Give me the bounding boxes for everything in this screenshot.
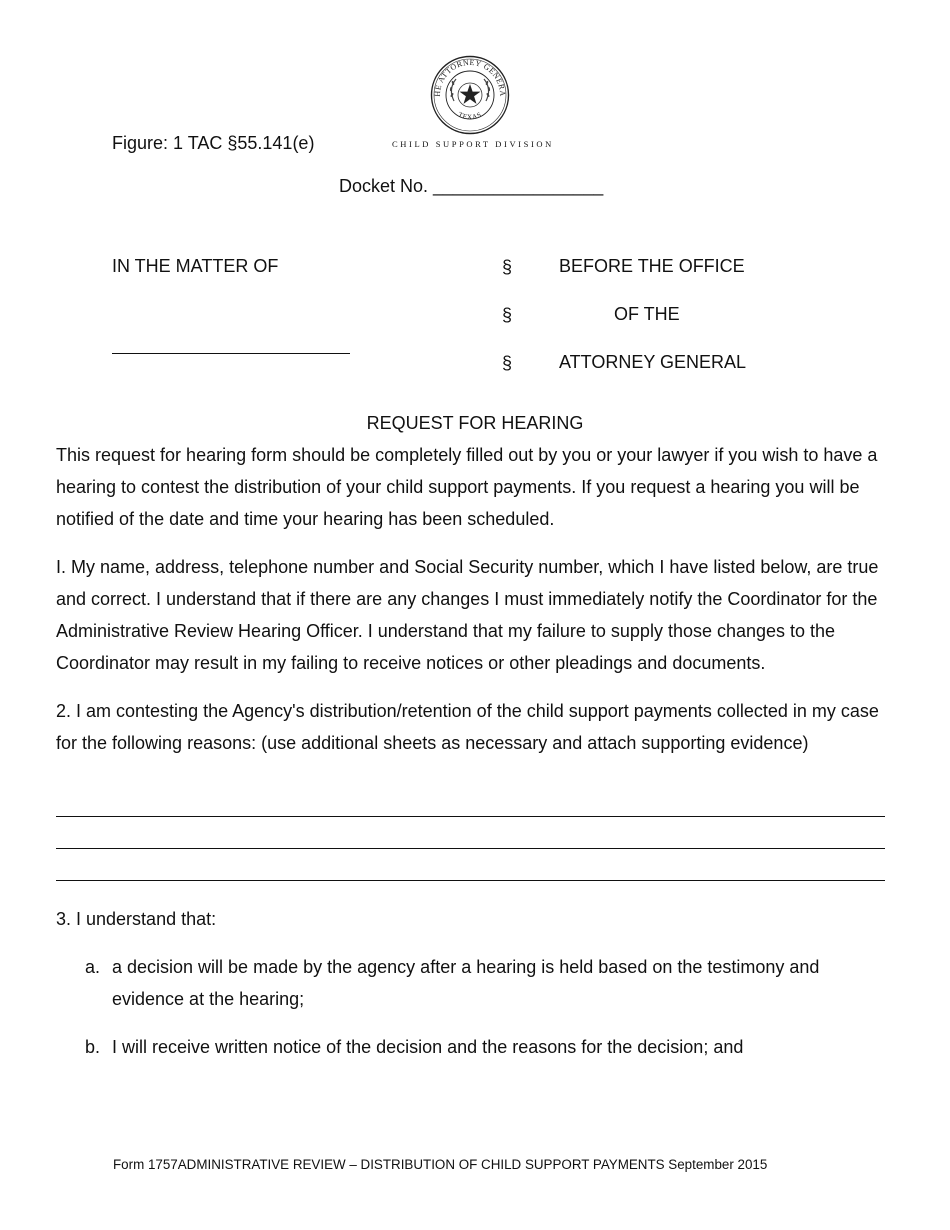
sub-item-a: a decision will be made by the agency after a hearing is held based on the testimony and evidence at the hearing; — [112, 957, 820, 1009]
reason-line-3[interactable] — [56, 880, 885, 881]
section-symbol: § — [502, 353, 513, 373]
svg-text:TEXAS — [457, 111, 483, 122]
form-title: REQUEST FOR HEARING — [366, 413, 584, 433]
docket-number-field[interactable]: Docket No. _________________ — [339, 176, 604, 196]
sub-item-b-marker: b. — [85, 1037, 101, 1057]
attorney-general-seal — [430, 55, 510, 135]
caption-right-line-1: BEFORE THE OFFICE — [559, 256, 745, 276]
statement-item-2: 2. I am contesting the Agency's distribution/retention of the child support payments collected in my case for the following reasons: (use additional sheets as necessary and attach supporting evidence) — [56, 701, 879, 753]
matter-label: IN THE MATTER OF — [112, 256, 279, 276]
sub-item-a-marker: a. — [85, 957, 101, 977]
division-name: CHILD SUPPORT DIVISION — [392, 139, 554, 149]
caption-right-line-3: ATTORNEY GENERAL — [559, 352, 747, 372]
caption-right-line-2: OF THE — [614, 304, 680, 324]
reason-line-1[interactable] — [56, 816, 885, 817]
section-symbol: § — [502, 305, 513, 325]
intro-paragraph: This request for hearing form should be completely filled out by you or your lawyer if you wish to have a hearing to contest the distribution of your child support payments. If you request a hearing you will be notified of the date and time your hearing has been scheduled. — [56, 445, 878, 529]
seal-bottom-text: TEXAS — [456, 110, 484, 122]
sub-item-b: I will receive written notice of the decision and the reasons for the decision; and — [112, 1037, 744, 1057]
section-symbol: § — [502, 257, 513, 277]
party-name-line[interactable] — [112, 353, 350, 354]
statement-item-1: I. My name, address, telephone number and Social Security number, which I have listed below, are true and correct. I understand that if there are any changes I must immediately notify the Coordinator for the Administrative Review Hearing Officer. I understand that my failure to supply those changes to the Coordinator may result in my failing to receive notices or other pleadings and documents. — [56, 557, 879, 673]
page-footer: Form 1757ADMINISTRATIVE REVIEW – DISTRIBUTION OF CHILD SUPPORT PAYMENTS September 2015 — [113, 1157, 768, 1172]
statement-item-3: 3. I understand that: — [56, 909, 217, 929]
figure-reference: Figure: 1 TAC §55.141(e) — [112, 133, 315, 153]
seal-top-text: HE ATTORNEY GENERA — [432, 57, 508, 97]
reason-line-2[interactable] — [56, 848, 885, 849]
